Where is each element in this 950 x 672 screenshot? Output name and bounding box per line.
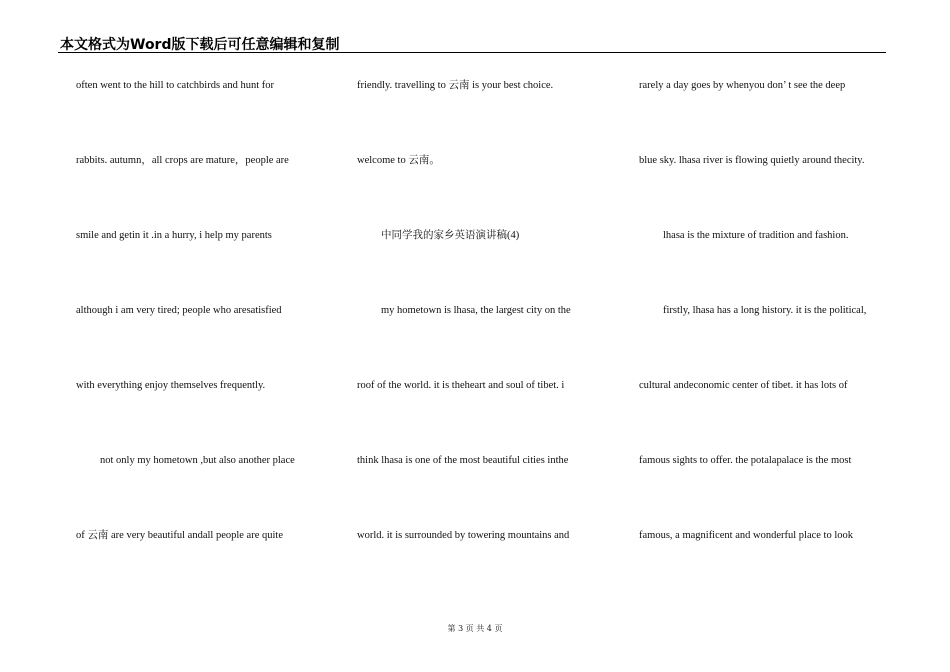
text-line: famous sights to offer. the potalapalace is the most: [639, 455, 852, 466]
text-line: rarely a day goes by whenyou don’ t see the deep: [639, 80, 846, 91]
text-line: lhasa is the mixture of tradition and fashion.: [663, 230, 849, 241]
text-line: my hometown is lhasa, the largest city on the: [381, 305, 571, 316]
text-line: friendly. travelling to 云南 is your best choice.: [357, 80, 554, 91]
text-line: welcome to 云南。: [357, 155, 440, 166]
text-line: of 云南 are very beautiful andall people are quite: [76, 530, 283, 541]
page-number-footer: 第 3 页 共 4 页: [447, 624, 503, 633]
text-line: famous, a magnificent and wonderful place to look: [639, 530, 854, 541]
text-line: although i am very tired; people who aresatisfied: [76, 305, 282, 316]
text-line: rabbits. autumn，all crops are mature，people are: [76, 155, 289, 166]
text-line: often went to the hill to catchbirds and hunt for: [76, 80, 274, 91]
text-line: cultural andeconomic center of tibet. it has lots of: [639, 380, 848, 391]
text-line: roof of the world. it is theheart and soul of tibet. i: [357, 380, 565, 391]
text-line: think lhasa is one of the most beautiful cities inthe: [357, 455, 569, 466]
text-line: with everything enjoy themselves frequently.: [76, 380, 266, 391]
header-divider: [58, 52, 886, 53]
text-line: 中同学我的家乡英语演讲稿(4): [381, 230, 520, 241]
text-line: not only my hometown ,but also another place: [100, 455, 295, 466]
text-line: world. it is surrounded by towering mountains and: [357, 530, 570, 541]
text-line: smile and getin it .in a hurry, i help my parents: [76, 230, 272, 241]
text-line: firstly, lhasa has a long history. it is the political,: [663, 305, 867, 316]
document-header-title: 本文格式为Word版下载后可任意编辑和复制: [60, 37, 340, 53]
text-line: blue sky. lhasa river is flowing quietly around thecity.: [639, 155, 865, 166]
